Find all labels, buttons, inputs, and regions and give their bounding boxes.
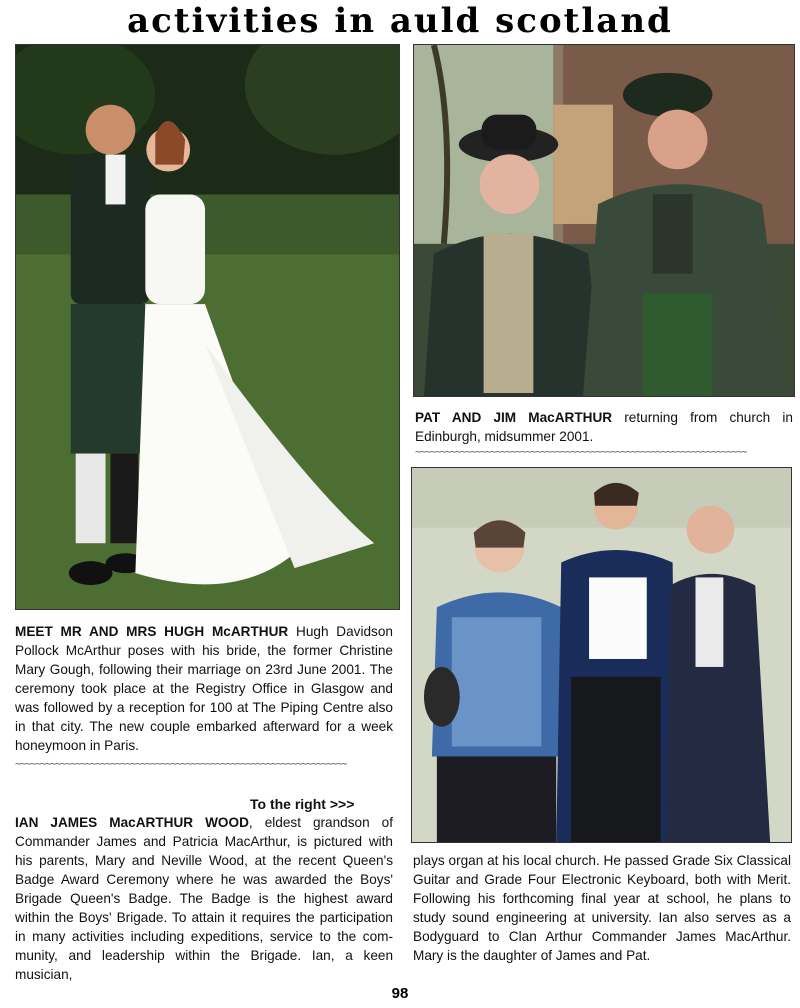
divider: ~~~~~~~~~~~~~~~~~~~~~~~~~~~~~~~~~~~~~~~~~~~~~~~~~~~~~~~~~~~~~~~~~~ [15,762,347,768]
to-the-right-pointer: To the right >>> [250,796,355,812]
church-caption-body: returning from church in Edinburgh, midsummer 2001. [415,410,793,444]
wedding-caption-heading: MEET MR AND MRS HUGH McARTHUR [15,624,289,639]
award-caption-heading: IAN JAMES MacARTHUR WOOD [15,815,249,830]
wedding-caption-body: Hugh Davidson Pollock McArthur poses with his bride, the former Christine Mary Gough, following their marriage on 23rd June 2001. The ceremony took place at the Registry Office in Glasgow and was followed by a reception for 100 at The Piping Centre also in that city. The new couple embarked afterward for a week honeymoon in Paris. [15,624,393,753]
award-caption-left [15,813,393,984]
wedding-caption [15,622,393,755]
wedding-photo [15,44,400,610]
divider: ~~~~~~~~~~~~~~~~~~~~~~~~~~~~~~~~~~~~~~~~~~~~~~~~~~~~~~~~~~~~~~~~~~ [415,450,747,456]
page-title: activities in auld scotland [127,1,673,41]
church-caption-heading: PAT AND JIM MacARTHUR [415,410,613,425]
award-caption-right [413,851,791,965]
church-caption [415,408,793,446]
award-caption-body-right: plays organ at his local church. He passed Grade Six Classical Guitar and Grade Four Electronic Keyboard, both with Merit. Following his forthcoming final year at school, he plans to study sound engineering at university. Ian also serves as a Bodyguard to Clan Arthur Commander James MacArthur. Mary is the daughter of James and Pat. [413,853,791,963]
church-photo [413,44,795,397]
page-number: 98 [391,985,409,1002]
award-photo [411,467,792,843]
award-caption-body-left: , eldest grandson of Commander James and Patricia MacArthur, is pictured with his parents, Mary and Neville Wood, at the recent Queen's Badge Award Ceremony where he was awarded the Boys' Brigade Queen's Badge. The Badge is the highest award within the Boys' Brigade. To attain it requires the participation in many activities including expeditions, service to the com-munity, and leadership within the Brigade. Ian, a keen musician, [15,815,394,982]
